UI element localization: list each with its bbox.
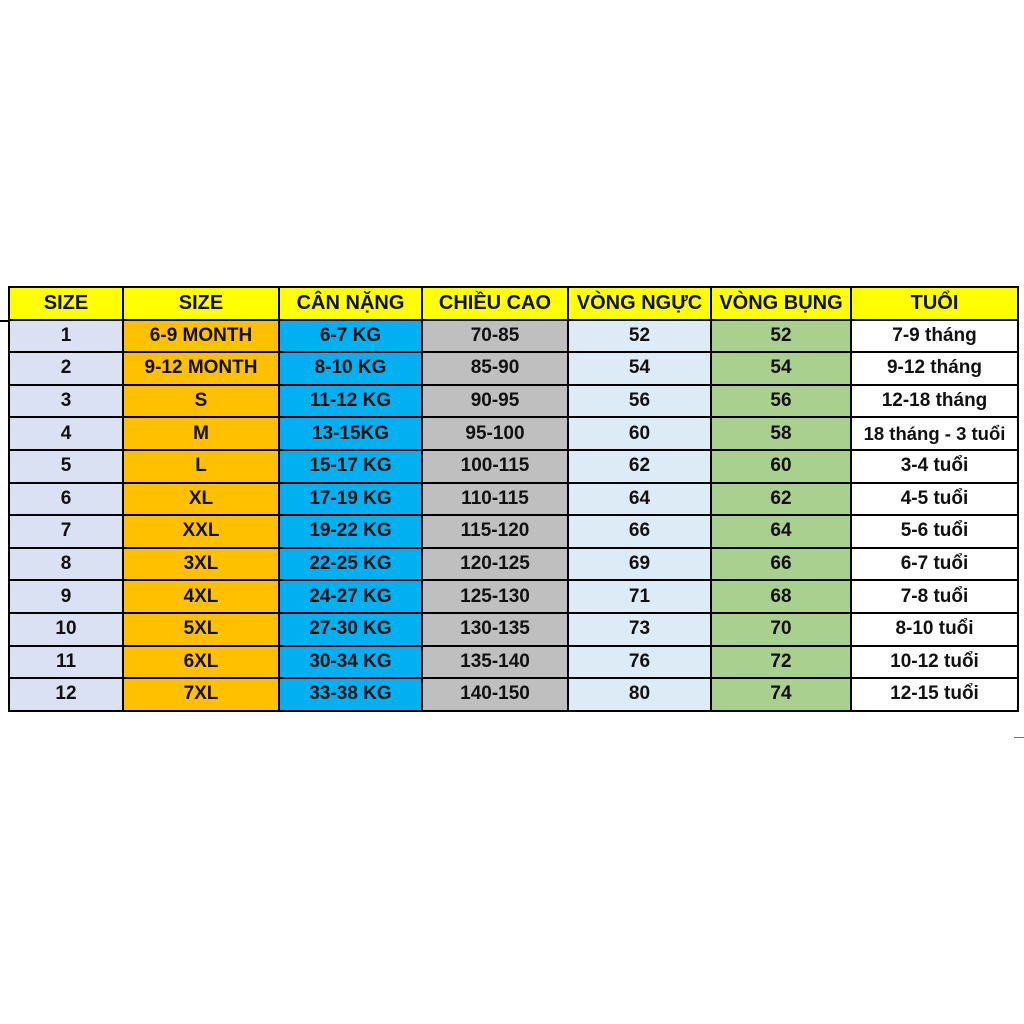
table-row: [9, 613, 1018, 646]
cell-waist: 62: [711, 483, 851, 516]
cell-size-number: 11: [9, 646, 123, 679]
cell-size: 6-9 MONTH: [123, 320, 279, 353]
table-row: [9, 450, 1018, 483]
cell-age: 7-8 tuổi: [851, 580, 1018, 613]
header-row: [9, 287, 1018, 320]
table-row: [9, 352, 1018, 385]
cell-size: 3XL: [123, 548, 279, 581]
cell-waist: 66: [711, 548, 851, 581]
cell-age: 5-6 tuổi: [851, 515, 1018, 548]
cell-chest: 69: [568, 548, 711, 581]
cell-height: 70-85: [422, 320, 568, 353]
cell-chest: 73: [568, 613, 711, 646]
cell-age: 9-12 tháng: [851, 352, 1018, 385]
cell-chest: 80: [568, 678, 711, 711]
size-chart-table: [8, 286, 1019, 712]
cell-size: M: [123, 417, 279, 450]
cell-height: 115-120: [422, 515, 568, 548]
cell-size: XXL: [123, 515, 279, 548]
cell-weight: 27-30 KG: [279, 613, 422, 646]
table-body: [9, 320, 1018, 711]
cell-size: 6XL: [123, 646, 279, 679]
cell-chest: 54: [568, 352, 711, 385]
cell-age: 10-12 tuổi: [851, 646, 1018, 679]
cell-height: 135-140: [422, 646, 568, 679]
cell-height: 125-130: [422, 580, 568, 613]
table-row: [9, 678, 1018, 711]
table-row: [9, 320, 1018, 353]
cell-waist: 52: [711, 320, 851, 353]
cell-height: 90-95: [422, 385, 568, 418]
cell-height: 130-135: [422, 613, 568, 646]
row-marker-left: [0, 320, 8, 322]
cell-size-number: 5: [9, 450, 123, 483]
cell-chest: 64: [568, 483, 711, 516]
cell-chest: 60: [568, 417, 711, 450]
table-row: [9, 548, 1018, 581]
table-row: [9, 646, 1018, 679]
cell-height: 110-115: [422, 483, 568, 516]
cell-size: 4XL: [123, 580, 279, 613]
header-age: TUỔI: [851, 287, 1018, 320]
cell-size-number: 1: [9, 320, 123, 353]
cell-weight: 6-7 KG: [279, 320, 422, 353]
row-marker-right: [1014, 737, 1024, 738]
cell-weight: 17-19 KG: [279, 483, 422, 516]
cell-size-number: 2: [9, 352, 123, 385]
cell-weight: 13-15KG: [279, 417, 422, 450]
cell-weight: 22-25 KG: [279, 548, 422, 581]
cell-waist: 70: [711, 613, 851, 646]
table-row: [9, 385, 1018, 418]
cell-age: 3-4 tuổi: [851, 450, 1018, 483]
cell-waist: 64: [711, 515, 851, 548]
cell-size: L: [123, 450, 279, 483]
cell-age: 8-10 tuổi: [851, 613, 1018, 646]
cell-weight: 24-27 KG: [279, 580, 422, 613]
table-row: [9, 483, 1018, 516]
cell-weight: 33-38 KG: [279, 678, 422, 711]
cell-size-number: 6: [9, 483, 123, 516]
cell-waist: 58: [711, 417, 851, 450]
cell-chest: 71: [568, 580, 711, 613]
cell-chest: 62: [568, 450, 711, 483]
cell-age: 6-7 tuổi: [851, 548, 1018, 581]
cell-waist: 68: [711, 580, 851, 613]
cell-size: 5XL: [123, 613, 279, 646]
cell-weight: 15-17 KG: [279, 450, 422, 483]
header-height: CHIỀU CAO: [422, 287, 568, 320]
cell-size-number: 7: [9, 515, 123, 548]
cell-size: XL: [123, 483, 279, 516]
cell-size: S: [123, 385, 279, 418]
cell-size: 7XL: [123, 678, 279, 711]
table-row: [9, 417, 1018, 450]
header-weight: CÂN NẶNG: [279, 287, 422, 320]
cell-age: 7-9 tháng: [851, 320, 1018, 353]
cell-height: 85-90: [422, 352, 568, 385]
cell-height: 120-125: [422, 548, 568, 581]
header-waist: VÒNG BỤNG: [711, 287, 851, 320]
cell-age: 18 tháng - 3 tuổi: [851, 417, 1018, 450]
cell-chest: 56: [568, 385, 711, 418]
cell-age: 12-18 tháng: [851, 385, 1018, 418]
cell-height: 140-150: [422, 678, 568, 711]
header-size: SIZE: [123, 287, 279, 320]
cell-age: 12-15 tuổi: [851, 678, 1018, 711]
cell-weight: 19-22 KG: [279, 515, 422, 548]
cell-weight: 11-12 KG: [279, 385, 422, 418]
cell-height: 100-115: [422, 450, 568, 483]
header-chest: VÒNG NGỰC: [568, 287, 711, 320]
table-header: [9, 287, 1018, 320]
cell-waist: 72: [711, 646, 851, 679]
table-row: [9, 580, 1018, 613]
cell-waist: 54: [711, 352, 851, 385]
cell-height: 95-100: [422, 417, 568, 450]
cell-chest: 76: [568, 646, 711, 679]
cell-age: 4-5 tuổi: [851, 483, 1018, 516]
cell-chest: 66: [568, 515, 711, 548]
cell-chest: 52: [568, 320, 711, 353]
cell-size: 9-12 MONTH: [123, 352, 279, 385]
cell-size-number: 4: [9, 417, 123, 450]
cell-size-number: 10: [9, 613, 123, 646]
cell-size-number: 9: [9, 580, 123, 613]
cell-weight: 8-10 KG: [279, 352, 422, 385]
cell-weight: 30-34 KG: [279, 646, 422, 679]
table-row: [9, 515, 1018, 548]
cell-size-number: 8: [9, 548, 123, 581]
cell-waist: 60: [711, 450, 851, 483]
cell-waist: 56: [711, 385, 851, 418]
cell-size-number: 3: [9, 385, 123, 418]
header-size-number: SIZE: [9, 287, 123, 320]
cell-waist: 74: [711, 678, 851, 711]
cell-size-number: 12: [9, 678, 123, 711]
